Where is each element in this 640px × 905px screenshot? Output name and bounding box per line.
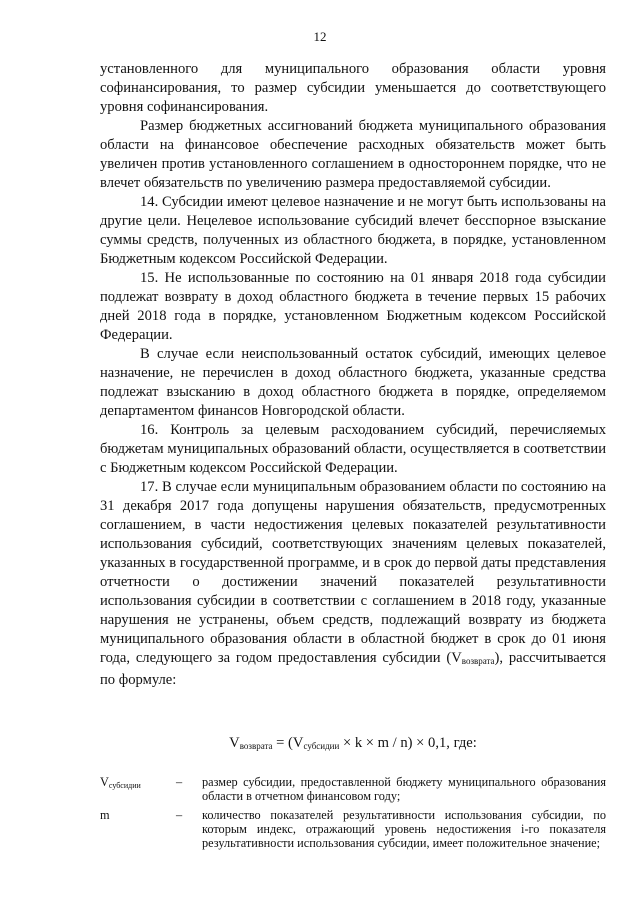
paragraph-17-tail: ), рассчитывается по формуле: (100, 650, 606, 688)
refund-formula (100, 734, 606, 756)
definition-term-base: V (100, 775, 109, 789)
definition-term-base: m (100, 808, 110, 822)
definition-text: количество показателей результативности использования субсидии, по которым индекс, отражающий уровень недостижения i-го показателя результативности использования субсидии, имеет положительное значение; (202, 808, 606, 850)
paragraph-17-subscript: возврата (461, 656, 495, 666)
formula-lhs-subscript: возврата (239, 741, 273, 751)
definition-term (100, 808, 160, 822)
formula-mid-subscript: субсидии (303, 741, 340, 751)
body-text (100, 60, 606, 690)
paragraph-16: 16. Контроль за целевым расходованием субсидий, перечисляемых бюджетам муниципальных образований области, осуществляется в соответствии с Бюджетным кодексом Российской Федерации. (100, 422, 606, 476)
paragraph-unused-balance: В случае если неиспользованный остаток субсидий, имеющих целевое назначение, не перечислен в доход областного бюджета, указанные средства подлежат взысканию в доход областного бюджета в порядке, определяемом департаментом финансов Новгородской области. (100, 346, 606, 419)
paragraph-17 (100, 478, 606, 690)
definition-term (100, 775, 160, 793)
paragraph-17-text: 17. В случае если муниципальным образованием области по состоянию на 31 декабря 2017 года допущены нарушения обязательств, предусмотренных соглашением, в части недостижения целевых показателей результативности использования субсидий, соответствующих значениям целевых показателей, указанных в государственной программе, и в срок до первой даты представления отчетности о достижении значений показателей результативности использования субсидии в соответствии с соглашением в 2018 году, указанные нарушения не устранены, объем средств, подлежащий возврату из бюджета муниципального образования области в областной бюджет в срок до 01 июня года, следующего за годом предоставления субсидии (V (100, 479, 606, 666)
paragraph-15: 15. Не использованные по состоянию на 01 января 2018 года субсидии подлежат возврату в доход областного бюджета в течение первых 15 рабочих дней 2018 года в порядке, установленном Бюджетным кодексом Российской Федерации. (100, 270, 606, 343)
paragraph-continuation: установленного для муниципального образования области уровня софинансирования, то размер субсидии уменьшается до соответствующего уровня софинансирования. (100, 61, 606, 115)
definition-dash: – (176, 775, 183, 789)
definition-dash: – (176, 808, 183, 822)
paragraph-14: 14. Субсидии имеют целевое назначение и не могут быть использованы на другие цели. Нецелевое использование субсидий влечет бесспорное взыскание суммы средств, полученных из областного бюджета, в порядке, установленном Бюджетным кодексом Российской Федерации. (100, 194, 606, 267)
paragraph-budget-allocations: Размер бюджетных ассигнований бюджета муниципального образования области на финансовое обеспечение расходных обязательств может быть увеличен против установленного соглашением в одностороннем порядке, что не влечет обязательств по увеличению размера предоставляемой субсидии. (100, 118, 606, 191)
page-number: 12 (313, 29, 327, 44)
definition-term-subscript: субсидии (108, 781, 141, 790)
definition-text: размер субсидии, предоставленной бюджету муниципального образования области в отчетном финансовом году; (202, 775, 606, 803)
formula-tail: × k × m / n) × 0,1, где: (339, 735, 477, 751)
formula-equals-open: = (V (272, 735, 304, 751)
formula-lhs-base: V (229, 735, 240, 751)
